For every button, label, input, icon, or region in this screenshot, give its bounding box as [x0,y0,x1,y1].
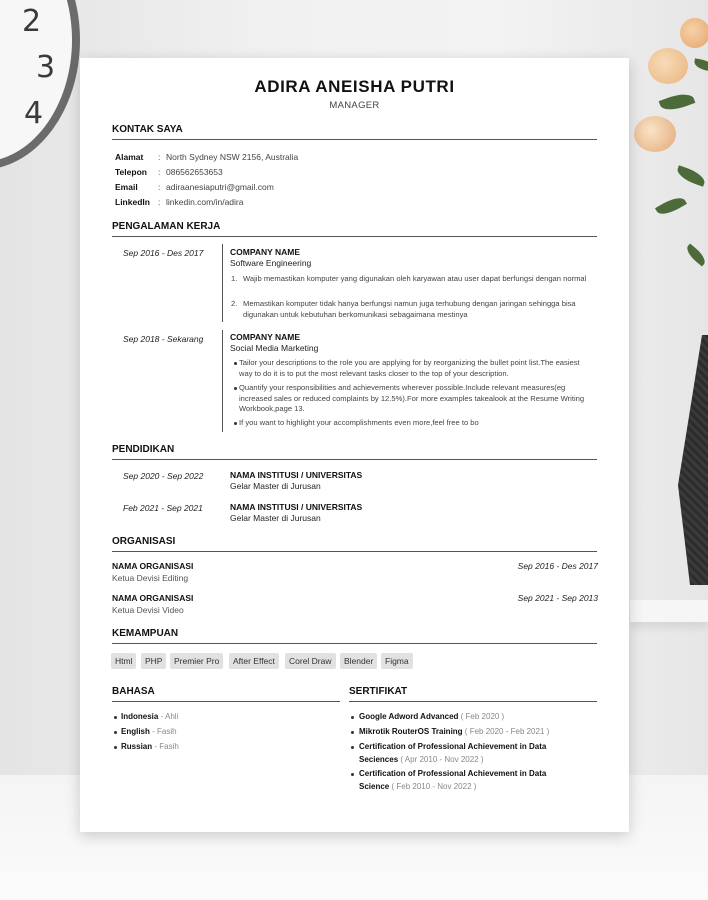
bullet-dot [351,716,354,719]
section-divider [112,139,597,140]
language-item [121,712,178,721]
language-item [121,727,177,736]
section-title-organizations: ORGANISASI [112,536,176,547]
bullet-dot [351,773,354,776]
section-divider [112,551,597,552]
job-duty: Wajib memastikan komputer yang digunakan oleh karyawan atau user dapat berfungsi dengan normal [243,274,587,283]
section-title-skills: KEMAMPUAN [112,628,179,639]
contact-label: Email [115,182,138,192]
bullet-dot [234,362,237,365]
candidate-role: MANAGER [329,100,380,111]
certificate-name: Certification of Professional Achievement in Data Seciences [359,742,547,764]
list-number: 1. [231,274,238,283]
section-divider [112,643,597,644]
section-title-contact: KONTAK SAYA [112,124,183,135]
education-date: Feb 2021 - Sep 2021 [123,503,203,513]
certificate-period: ( Feb 2020 ) [458,712,505,721]
shelf [630,600,708,622]
section-divider [112,701,340,702]
skill-tag: Html [111,653,136,669]
job-duty: If you want to highlight your accomplishments even more,feel free to bo [239,418,479,427]
job-company: COMPANY NAME [230,332,301,342]
skill-tag: After Effect [229,653,279,669]
certificate-name: Google Adword Advanced [359,712,459,721]
language-level: - Ahli [158,712,179,721]
certificate-item [359,726,594,739]
education-degree: Gelar Master di Jurusan [230,481,321,491]
certificate-period: ( Feb 2020 - Feb 2021 ) [462,727,550,736]
contact-label: Alamat [115,152,144,162]
section-title-education: PENDIDIKAN [112,444,175,455]
bullet-dot [234,387,237,390]
bullet-dot [351,731,354,734]
contact-label: Telepon [115,167,147,177]
contact-value: adiraanesiaputri@gmail.com [166,182,274,192]
bullet-dot [114,746,117,749]
resume-paper [80,58,629,832]
candidate-name: ADIRA ANEISHA PUTRI [254,77,455,96]
section-title-experience: PENGALAMAN KERJA [112,221,221,232]
certificate-period: ( Feb 2010 - Nov 2022 ) [389,781,477,791]
certificate-item [359,768,574,793]
bullet-dot [114,731,117,734]
job-duty: Quantify your responsibilities and achievements wherever possible.Include relevant measures(eg increased sales or reduced complaints by 12.5%).For more examples takealook at the Resume Writing Workbook,page 13. [239,383,585,413]
clock-number: 4 [24,96,44,131]
bullet-dot [114,716,117,719]
bullet-dot [234,422,237,425]
job-company: COMPANY NAME [230,247,301,257]
section-title-languages: BAHASA [112,686,155,697]
contact-value: 086562653653 [166,167,223,177]
language-level: - Fasih [149,727,177,736]
language-item [121,742,179,751]
certificate-item [359,741,574,766]
contact-value: North Sydney NSW 2156, Australia [166,152,299,162]
contact-colon: : [158,167,161,177]
clock-number: 2 [22,4,42,39]
contact-label: LinkedIn [115,197,150,207]
skill-tag: Figma [381,653,413,669]
contact-colon: : [158,182,161,192]
education-institution: NAMA INSTITUSI / UNIVERSITAS [230,470,363,480]
job-position: Social Media Marketing [230,343,319,353]
language-name: English [121,727,150,736]
section-divider [112,236,597,237]
job-position: Software Engineering [230,258,312,268]
education-degree: Gelar Master di Jurusan [230,513,321,523]
language-level: - Fasih [152,742,179,751]
job-date: Sep 2018 - Sekarang [123,334,204,344]
language-name: Indonesia [121,712,159,721]
organization-date: Sep 2021 - Sep 2013 [517,593,598,603]
skill-tag: Corel Draw [285,653,336,669]
contact-colon: : [158,197,161,207]
organization-role: Ketua Devisi Video [112,605,184,615]
education-institution: NAMA INSTITUSI / UNIVERSITAS [230,502,363,512]
contact-value: linkedin.com/in/adira [166,197,244,207]
certificate-name: Mikrotik RouterOS Training [359,727,463,736]
job-duty: Tailor your descriptions to the role you are applying for by reorganizing the bullet point list.The easiest way to do it is to put the most relevant tasks closer to the top of your description. [239,358,580,378]
education-date: Sep 2020 - Sep 2022 [123,471,204,481]
language-name: Russian [121,742,153,751]
bullet-dot [351,746,354,749]
section-divider [112,459,597,460]
contact-colon: : [158,152,161,162]
list-number: 2. [231,299,238,308]
certificate-period: ( Apr 2010 - Nov 2022 ) [398,754,484,764]
organization-role: Ketua Devisi Editing [112,573,189,583]
skill-tag: PHP [141,653,166,669]
section-title-certificates: SERTIFIKAT [349,686,408,697]
organization-name: NAMA ORGANISASI [112,561,194,571]
clock-number: 3 [36,50,56,85]
skill-tag: Blender [340,653,377,669]
certificate-item [359,711,594,724]
timeline-line [222,244,223,322]
job-date: Sep 2016 - Des 2017 [123,248,204,258]
certificate-name: Certification of Professional Achievement in Data Science [359,769,547,791]
section-divider [349,701,597,702]
skill-tag: Premier Pro [170,653,223,669]
organization-date: Sep 2016 - Des 2017 [517,561,598,571]
job-duty: Memastikan komputer tidak hanya berfungsi namun juga terhubung dengan jaringan sehingga bisa digunakan untuk kebutuhan berkomunikasi sebagaimana mestinya [243,299,576,319]
organization-name: NAMA ORGANISASI [112,593,194,603]
timeline-line [222,330,223,432]
